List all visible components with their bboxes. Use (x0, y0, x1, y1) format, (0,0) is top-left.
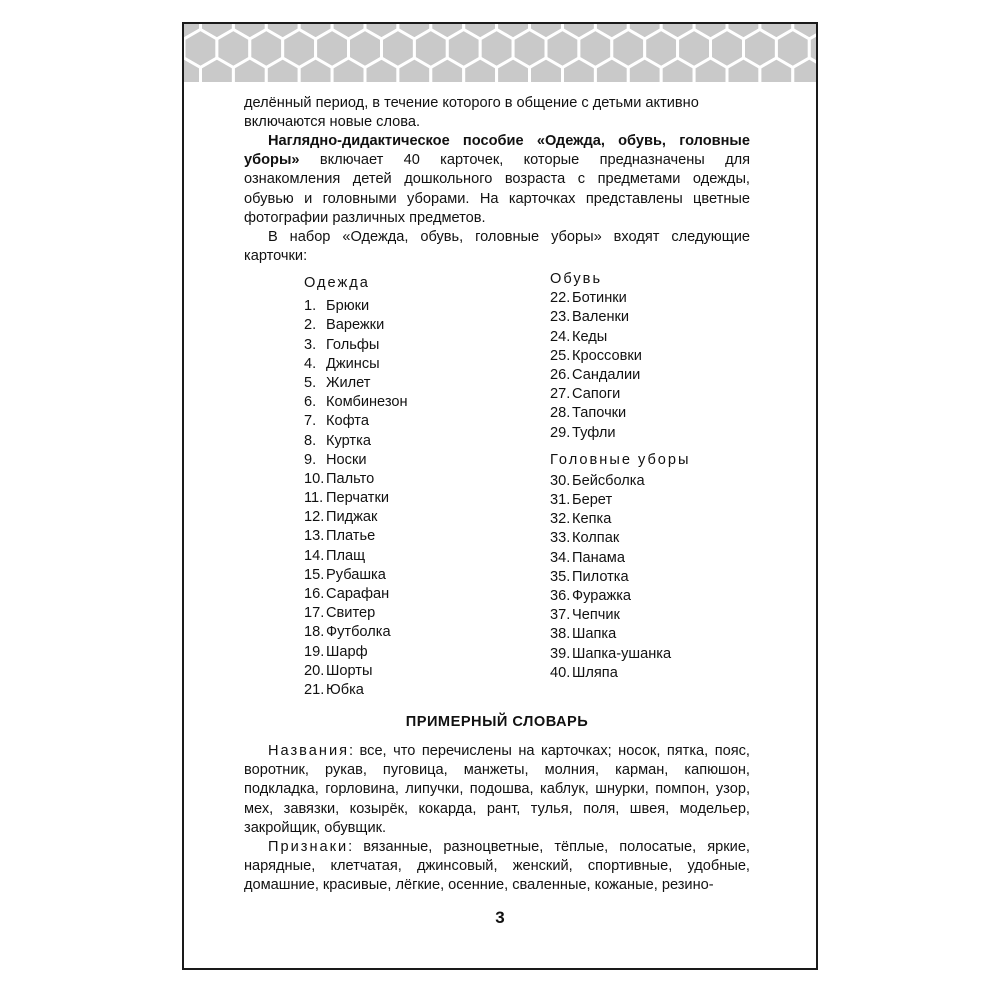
list-item (550, 289, 750, 308)
item-number: 10. (304, 470, 325, 487)
item-number: 31. (550, 492, 571, 509)
item-number: 12. (304, 509, 325, 526)
hexagon-pattern (184, 24, 816, 82)
list-item (304, 643, 524, 662)
item-number: 25. (550, 347, 571, 364)
list-item (550, 404, 750, 423)
item-name: Кепка (572, 511, 612, 528)
list-item (550, 587, 750, 606)
clothes-column (304, 274, 524, 700)
shoes-heading: Обувь (550, 271, 603, 287)
list-item (550, 510, 750, 529)
item-number: 28. (550, 405, 571, 422)
item-number: 11. (304, 490, 324, 507)
list-item (550, 347, 750, 366)
item-name: Панама (572, 549, 625, 566)
item-number: 5. (304, 374, 317, 391)
manual-title: Наглядно-дидактическое пособие «Одежда, обувь, головные уборы» (244, 133, 750, 169)
item-number: 39. (550, 645, 571, 662)
list-item (550, 606, 750, 625)
item-name: Шапка-ушанка (572, 645, 672, 662)
item-name: Шарф (326, 643, 368, 660)
item-name: Берет (572, 492, 613, 509)
attributes-paragraph (244, 838, 750, 896)
item-number: 3. (304, 336, 317, 353)
list-item (304, 451, 524, 470)
item-name: Валенки (572, 309, 630, 326)
item-name: Свитер (326, 605, 376, 622)
item-number: 37. (550, 607, 571, 624)
item-name: Сарафан (326, 586, 390, 603)
list-item (304, 336, 524, 355)
item-number: 32. (550, 511, 571, 528)
item-number: 23. (550, 309, 571, 326)
item-number: 9. (304, 451, 317, 468)
list-item (550, 366, 750, 385)
list-item (304, 547, 524, 566)
item-name: Жилет (326, 374, 371, 391)
item-name: Сапоги (572, 386, 621, 403)
item-name: Перчатки (326, 490, 390, 507)
item-name: Тапочки (572, 405, 627, 422)
description-text: включает 40 карточек, которые предназначены для ознакомления детей дошкольного возраста с предметами одежды, обувью и головными уборами. На карточках представлены цветные фотографии различных предметов. (244, 152, 750, 226)
item-name: Бейсболка (572, 472, 645, 489)
list-item (304, 681, 524, 700)
clothes-list (304, 297, 524, 700)
item-name: Пальто (326, 470, 375, 487)
item-name: Чепчик (572, 607, 620, 624)
item-name: Ботинки (572, 290, 627, 307)
item-name: Кофта (326, 413, 369, 430)
intro-line-2: включаются новые слова. (244, 114, 421, 131)
item-name: Джинсы (326, 355, 380, 372)
item-number: 33. (550, 530, 571, 547)
item-number: 13. (304, 528, 325, 545)
item-number: 24. (550, 328, 571, 345)
list-item (304, 623, 524, 642)
list-item (304, 316, 524, 335)
item-name: Плащ (326, 547, 366, 564)
list-item (550, 645, 750, 664)
item-number: 18. (304, 624, 325, 641)
item-name: Пилотка (572, 568, 629, 585)
list-item (304, 393, 524, 412)
item-number: 8. (304, 432, 317, 449)
hexagon-pattern-band (184, 24, 816, 82)
names-text: : все, что перечислены на карточках; носок, пятка, пояс, воротник, рукав, пуговица, манжеты, молния, карман, капюшон, подкладка, горловина, липучки, подошва, каблук, шнурки, помпон, узор, мех, завязки, козырёк, кокарда, рант, тулья, поля, швея, модельер, закройщик, обувщик. (244, 743, 750, 836)
item-name: Фуражка (572, 588, 632, 605)
list-item (550, 424, 750, 443)
page-number: 3 (495, 908, 505, 927)
list-item (304, 412, 524, 431)
item-number: 27. (550, 386, 571, 403)
intro-line-1: делённый период, в течение которого в общение с детьми активно (244, 95, 699, 111)
shoes-hats-column (550, 270, 750, 683)
list-item (304, 489, 524, 508)
list-item (304, 662, 524, 681)
item-name: Футболка (326, 624, 391, 641)
item-number: 30. (550, 472, 571, 489)
item-name: Шляпа (572, 664, 618, 681)
set-text: В набор «Одежда, обувь, головные уборы» входят следующие карточки: (244, 229, 750, 265)
list-item (550, 549, 750, 568)
book-page (182, 22, 818, 970)
list-item (304, 374, 524, 393)
item-name: Колпак (572, 530, 620, 547)
item-name: Рубашка (326, 566, 386, 583)
item-number: 36. (550, 588, 571, 605)
item-name: Туфли (572, 424, 616, 441)
shoes-list (550, 289, 750, 443)
list-item (550, 472, 750, 491)
item-number: 38. (550, 626, 571, 643)
item-name: Брюки (326, 298, 370, 315)
list-item (304, 585, 524, 604)
item-number: 40. (550, 664, 571, 681)
item-name: Пиджак (326, 509, 378, 526)
attributes-label: Признаки (268, 839, 349, 855)
item-name: Шапка (572, 626, 617, 643)
item-number: 22. (550, 290, 571, 307)
item-number: 20. (304, 662, 325, 679)
list-item (550, 491, 750, 510)
list-item (550, 625, 750, 644)
intro-paragraph (244, 94, 750, 132)
list-item (304, 527, 524, 546)
item-name: Комбинезон (326, 394, 408, 411)
item-name: Кроссовки (572, 347, 642, 364)
item-name: Шорты (326, 662, 373, 679)
item-name: Куртка (326, 432, 371, 449)
list-item (304, 297, 524, 316)
item-number: 1. (304, 298, 317, 315)
item-name: Платье (326, 528, 376, 545)
item-name: Гольфы (326, 336, 380, 353)
item-number: 17. (304, 605, 325, 622)
hats-list (550, 472, 750, 683)
list-item (550, 328, 750, 347)
item-number: 29. (550, 424, 571, 441)
item-name: Кеды (572, 328, 608, 345)
item-name: Носки (326, 451, 367, 468)
list-item (304, 355, 524, 374)
item-number: 2. (304, 317, 317, 334)
list-item (304, 432, 524, 451)
names-label: Названия (268, 743, 350, 759)
dictionary-heading: ПРИМЕРНЫЙ СЛОВАРЬ (405, 714, 589, 730)
item-name: Варежки (326, 317, 385, 334)
names-paragraph (244, 742, 750, 838)
list-item (550, 385, 750, 404)
set-paragraph (244, 228, 750, 266)
item-number: 7. (304, 413, 317, 430)
list-item (550, 664, 750, 683)
item-number: 35. (550, 568, 571, 585)
item-number: 21. (304, 681, 325, 698)
item-number: 6. (304, 394, 317, 411)
item-number: 16. (304, 586, 325, 603)
list-item (550, 568, 750, 587)
list-item (304, 508, 524, 527)
item-number: 14. (304, 547, 325, 564)
list-item (304, 470, 524, 489)
item-number: 26. (550, 366, 571, 383)
list-item (550, 308, 750, 327)
description-paragraph (244, 132, 750, 228)
list-item (304, 566, 524, 585)
clothes-heading: Одежда (304, 275, 370, 291)
list-item (304, 604, 524, 623)
item-name: Сандалии (572, 366, 641, 383)
item-number: 34. (550, 549, 571, 566)
item-number: 4. (304, 355, 317, 372)
item-name: Юбка (326, 681, 364, 698)
attributes-text: : вязанные, разноцветные, тёплые, полосатые, яркие, нарядные, клетчатая, джинсовый, женский, спортивные, удобные, домашние, красивые, лёгкие, осенние, сваленные, кожаные, резино- (244, 839, 750, 894)
item-number: 15. (304, 566, 325, 583)
item-number: 19. (304, 643, 325, 660)
hats-heading: Головные уборы (550, 451, 691, 468)
list-item (550, 529, 750, 548)
